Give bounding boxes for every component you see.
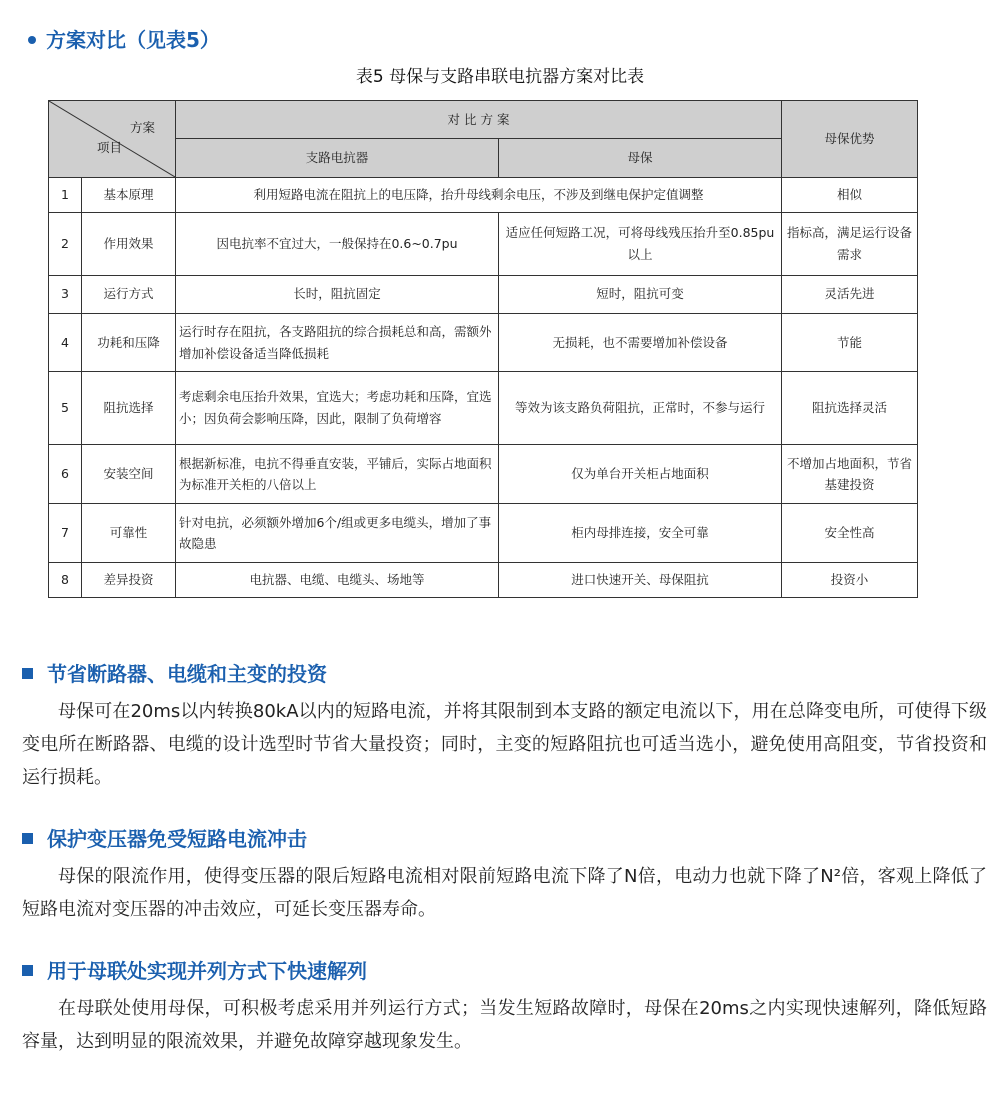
row-number: 4: [49, 314, 82, 372]
row-number: 6: [49, 445, 82, 504]
header-group-compare: 对 比 方 案: [176, 101, 782, 139]
row-advantage: 不增加占地面积，节省基建投资: [782, 445, 918, 504]
corner-label-scheme: 方案: [129, 120, 155, 135]
row-advantage: 安全性高: [782, 504, 918, 563]
row-branch: 根据新标准，电抗不得垂直安装，平铺后，实际占地面积为标准开关柜的八倍以上: [176, 445, 499, 504]
table-row: [49, 372, 918, 445]
row-advantage: 相似: [782, 178, 918, 213]
row-bus: 进口快速开关、母保阻抗: [499, 563, 782, 598]
table-row: [49, 212, 918, 275]
corner-label-item: 项目: [97, 140, 123, 156]
header-branch-reactor: 支路电抗器: [176, 139, 499, 178]
row-branch: 长时，阻抗固定: [176, 275, 499, 314]
row-branch: 因电抗率不宜过大，一般保持在0.6~0.7pu: [176, 212, 499, 275]
table-row: [49, 314, 918, 372]
section-transformer-protection: [22, 823, 987, 926]
section-body: 母保可在20ms以内转换80kA以内的短路电流，并将其限制到本支路的额定电流以下，用在总降变电所，可使得下级变电所在断路器、电缆的设计选型时节省大量投资；同时，主变的短路阻抗也可适当选小，避免使用高阻变，节省投资和运行损耗。: [22, 701, 987, 788]
row-advantage: 节能: [782, 314, 918, 372]
header-bus-protection: 母保: [499, 139, 782, 178]
section-heading-comparison: [28, 24, 220, 53]
table-corner-header: [49, 101, 176, 178]
section-title-text: 用于母联处实现并列方式下快速解列: [47, 959, 367, 983]
row-item: 功耗和压降: [82, 314, 176, 372]
section-title: [22, 955, 987, 984]
table-row: [49, 178, 918, 213]
section-body: 在母联处使用母保，可积极考虑采用并列运行方式；当发生短路故障时，母保在20ms之内实现快速解列，降低短路容量，达到明显的限流效果，并避免故障穿越现象发生。: [22, 998, 987, 1052]
section-title-text: 保护变压器免受短路电流冲击: [47, 827, 307, 851]
row-advantage: 灵活先进: [782, 275, 918, 314]
row-item: 可靠性: [82, 504, 176, 563]
row-item: 运行方式: [82, 275, 176, 314]
row-bus: 无损耗，也不需要增加补偿设备: [499, 314, 782, 372]
section-body: 母保的限流作用，使得变压器的限后短路电流相对限前短路电流下降了N倍，电动力也就下降了N²倍，客观上降低了短路电流对变压器的冲击效应，可延长变压器寿命。: [22, 866, 987, 920]
row-advantage: 阻抗选择灵活: [782, 372, 918, 445]
square-bullet-icon: [22, 668, 33, 679]
row-number: 7: [49, 504, 82, 563]
row-advantage: 投资小: [782, 563, 918, 598]
section-invest-saving: [22, 658, 987, 794]
table-row: [49, 275, 918, 314]
row-bus: 短时，阻抗可变: [499, 275, 782, 314]
bullet-dot-icon: [28, 36, 36, 44]
square-bullet-icon: [22, 833, 33, 844]
row-bus: 等效为该支路负荷阻抗，正常时，不参与运行: [499, 372, 782, 445]
row-bus: 仅为单台开关柜占地面积: [499, 445, 782, 504]
header-advantage: 母保优势: [782, 101, 918, 178]
table-row: [49, 445, 918, 504]
table-row: [49, 504, 918, 563]
table-row: [49, 563, 918, 598]
row-advantage: 指标高，满足运行设备需求: [782, 212, 918, 275]
row-number: 8: [49, 563, 82, 598]
row-number: 5: [49, 372, 82, 445]
row-branch: 针对电抗，必须额外增加6个/组或更多电缆头，增加了事故隐患: [176, 504, 499, 563]
table-caption: 表5 母保与支路串联电抗器方案对比表: [355, 67, 645, 87]
row-branch: 考虑剩余电压抬升效果，宜选大；考虑功耗和压降，宜选小；因负荷会影响压降，因此，限制了负荷增容: [176, 372, 499, 445]
section-title: [22, 823, 987, 852]
row-item: 基本原理: [82, 178, 176, 213]
section-bus-tie-splitting: [22, 955, 987, 1058]
row-number: 2: [49, 212, 82, 275]
row-merged-cell: 利用短路电流在阻抗上的电压降，抬升母线剩余电压，不涉及到继电保护定值调整: [176, 178, 782, 213]
section-title: [22, 658, 987, 687]
row-item: 差异投资: [82, 563, 176, 598]
row-bus: 柜内母排连接，安全可靠: [499, 504, 782, 563]
row-number: 1: [49, 178, 82, 213]
row-item: 安装空间: [82, 445, 176, 504]
row-number: 3: [49, 275, 82, 314]
row-branch: 运行时存在阻抗，各支路阻抗的综合损耗总和高，需额外增加补偿设备适当降低损耗: [176, 314, 499, 372]
row-item: 作用效果: [82, 212, 176, 275]
row-branch: 电抗器、电缆、电缆头、场地等: [176, 563, 499, 598]
section-title-text: 节省断路器、电缆和主变的投资: [47, 662, 327, 686]
comparison-table: [48, 100, 918, 598]
heading-text: 方案对比（见表5）: [46, 28, 220, 52]
row-bus: 适应任何短路工况，可将母线残压抬升至0.85pu以上: [499, 212, 782, 275]
square-bullet-icon: [22, 965, 33, 976]
row-item: 阻抗选择: [82, 372, 176, 445]
